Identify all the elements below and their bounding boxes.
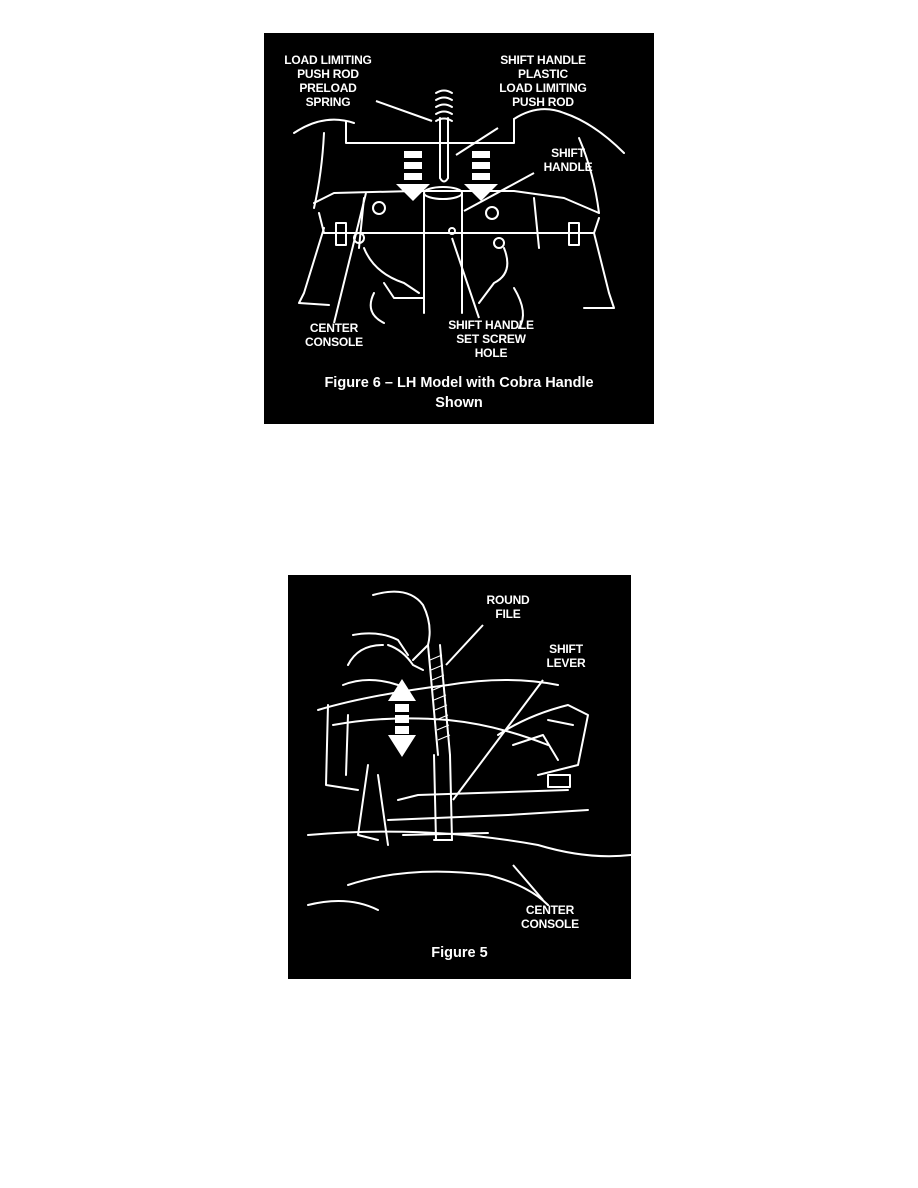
figure-6	[264, 33, 654, 424]
label-plastic-push-rod: SHIFT HANDLE PLASTIC LOAD LIMITING PUSH ROD	[499, 53, 587, 109]
label-preload-spring: LOAD LIMITING PUSH ROD PRELOAD SPRING	[284, 53, 372, 109]
figure-5-caption: Figure 5	[431, 945, 488, 961]
label-round-file: ROUND FILE	[486, 593, 530, 621]
label-set-screw-hole: SHIFT HANDLE SET SCREW HOLE	[448, 318, 534, 360]
label-shift-lever: SHIFT LEVER	[546, 642, 586, 670]
label-center-console: CENTER CONSOLE	[521, 903, 579, 931]
figure-6-caption: Figure 6 – LH Model with Cobra Handle Shown	[324, 375, 594, 411]
label-shift-handle: SHIFT HANDLE	[543, 146, 593, 174]
figure-5	[288, 575, 631, 979]
label-center-console: CENTER CONSOLE	[305, 321, 363, 349]
